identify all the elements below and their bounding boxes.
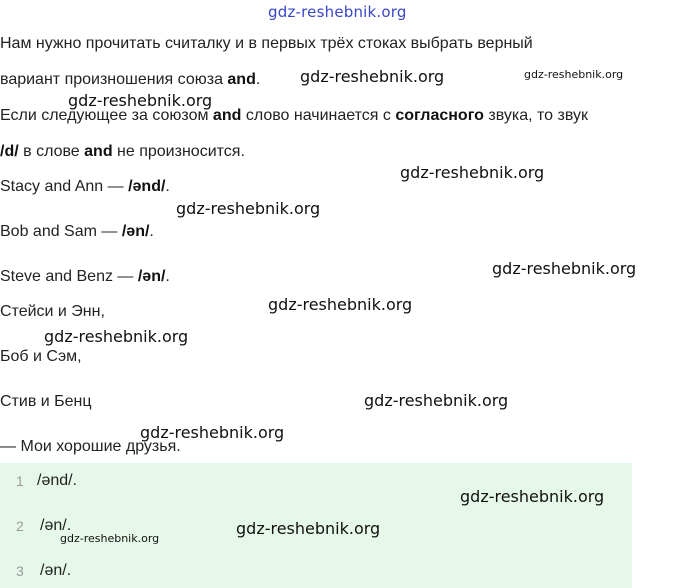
answer-text-1: /ənd/. [37, 472, 78, 489]
answer-text-3: /ən/. [40, 562, 72, 579]
verse-3-text: Steve and Benz — [0, 268, 138, 285]
intro-text-4-post: не произносится. [112, 143, 245, 160]
verse-2-end: . [149, 223, 154, 240]
translation-line-2: Боб и Сэм, [0, 348, 82, 365]
verse-1-transcription: /ənd/ [128, 178, 166, 195]
intro-text-1: Нам нужно прочитать считалку и в первых трёх стоках выбрать верный [0, 35, 533, 52]
answer-number-2: 2 [16, 518, 24, 534]
intro-text-4-mid: в слове [18, 143, 85, 160]
watermark: gdz-reshebnik.org [300, 67, 445, 86]
translation-line-1: Стейси и Энн, [0, 303, 105, 320]
watermark-header: gdz-reshebnik.org [268, 3, 407, 21]
verse-1-text: Stacy and Ann — [0, 178, 129, 195]
intro-line-1 [0, 34, 533, 54]
verse-line-2 [0, 222, 154, 242]
intro-line-2 [0, 70, 260, 90]
translation-line-3: Стив и Бенц [0, 393, 92, 410]
verse-2-text: Bob and Sam — [0, 223, 122, 240]
watermark: gdz-reshebnik.org [176, 199, 321, 218]
intro-text-2-pre: вариант произношения союза [0, 71, 228, 88]
watermark: gdz-reshebnik.org [364, 391, 509, 410]
intro-text-4-bold1: /d/ [0, 143, 19, 160]
watermark: gdz-reshebnik.org [44, 327, 189, 346]
answer-text-2: /ən/. [40, 517, 72, 534]
intro-text-4-bold2: and [84, 143, 113, 160]
verse-3-end: . [165, 268, 170, 285]
watermark: gdz-reshebnik.org [492, 259, 637, 278]
translation-line-4: — Мои хорошие друзья. [0, 438, 181, 455]
watermark: gdz-reshebnik.org [268, 295, 413, 314]
verse-2-transcription: /ən/ [121, 223, 150, 240]
intro-text-2-bold: and [227, 71, 256, 88]
watermark: gdz-reshebnik.org [140, 423, 285, 442]
verse-line-3 [0, 267, 170, 287]
watermark: gdz-reshebnik.org [236, 519, 381, 538]
answer-number-3: 3 [16, 563, 24, 579]
verse-3-transcription: /ən/ [137, 268, 166, 285]
intro-text-3-pre: Если следующее за союзом [0, 107, 213, 124]
watermark: gdz-reshebnik.org [60, 532, 160, 545]
verse-1-end: . [165, 178, 170, 195]
intro-text-3-mid: слово начинается с [241, 107, 396, 124]
watermark: gdz-reshebnik.org [524, 68, 624, 81]
verse-line-1 [0, 177, 170, 197]
intro-line-4 [0, 142, 245, 162]
intro-text-3-bold1: and [212, 107, 242, 124]
watermark: gdz-reshebnik.org [68, 91, 213, 110]
intro-text-2-post: . [255, 71, 261, 88]
intro-text-3-bold2: согласного [395, 107, 484, 124]
watermark: gdz-reshebnik.org [400, 163, 545, 182]
watermark: gdz-reshebnik.org [460, 487, 605, 506]
answer-number-1: 1 [16, 473, 24, 489]
intro-text-3-post: звука, то звук [483, 107, 588, 124]
